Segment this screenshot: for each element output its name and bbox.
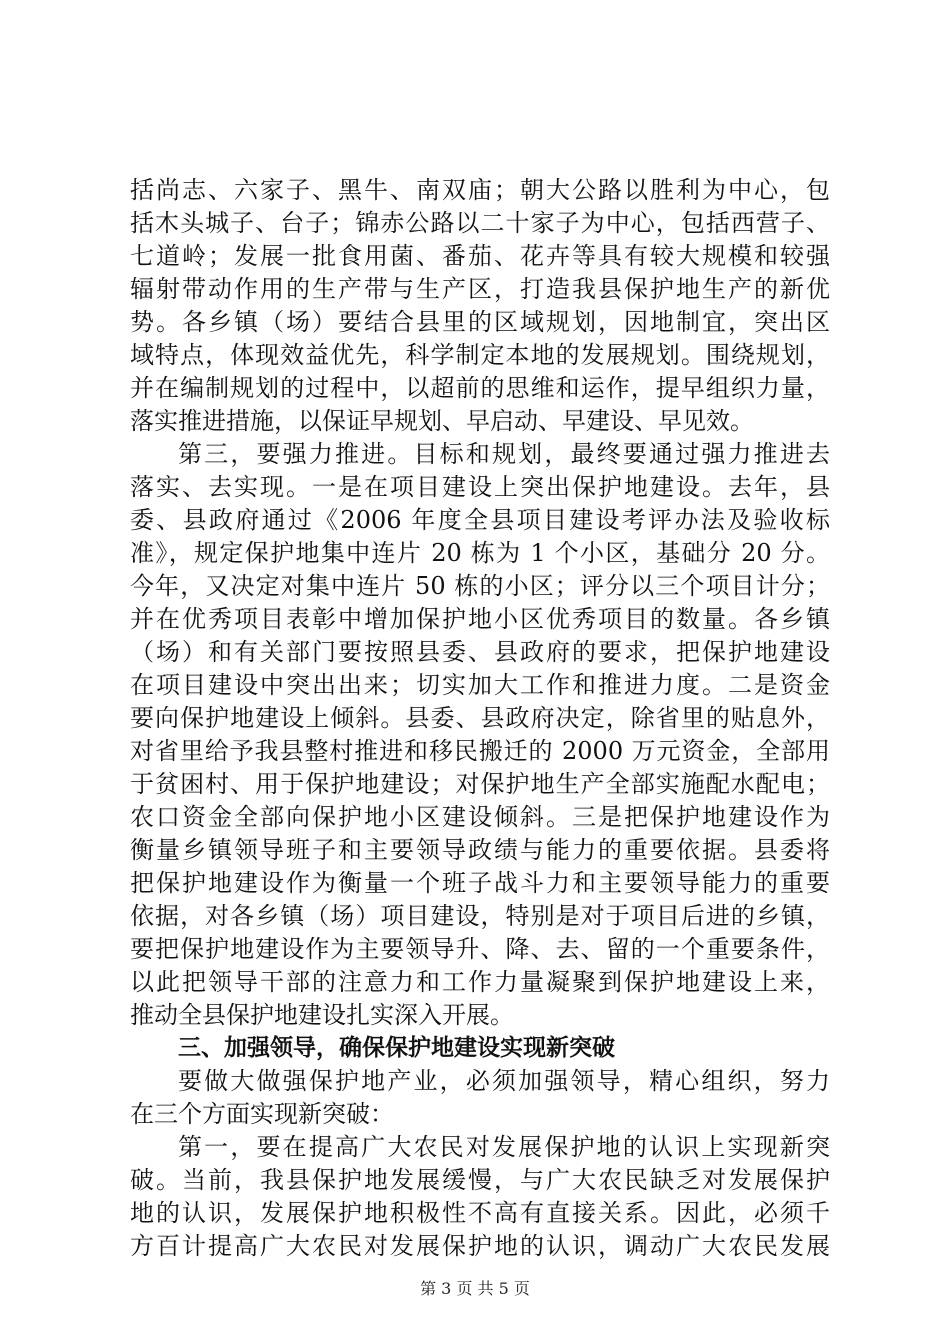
body-line: 地的认识，发展保护地积极性不高有直接关系。因此，必须千	[130, 1199, 830, 1227]
page-number-footer: 第 3 页 共 5 页	[420, 1279, 530, 1298]
body-line: 并在编制规划的过程中，以超前的思维和运作，提早组织力量，	[130, 374, 830, 402]
body-line: 农口资金全部向保护地小区建设倾斜。三是把保护地建设作为	[130, 803, 830, 831]
body-line: 准》，规定保护地集中连片 20 栋为 1 个小区，基础分 20 分。	[130, 539, 830, 567]
body-line: 括木头城子、台子；锦赤公路以二十家子为中心，包括西营子、	[130, 209, 830, 237]
body-line: 辐射带动作用的生产带与生产区，打造我县保护地生产的新优	[130, 275, 830, 303]
body-line: 在三个方面实现新突破：	[130, 1100, 394, 1128]
body-line: 于贫困村、用于保护地建设；对保护地生产全部实施配水配电；	[130, 770, 830, 798]
body-line: 要向保护地建设上倾斜。县委、县政府决定，除省里的贴息外，	[130, 704, 830, 732]
body-line: 落实推进措施，以保证早规划、早启动、早建设、早见效。	[130, 407, 754, 435]
body-line: 要把保护地建设作为主要领导升、降、去、留的一个重要条件，	[130, 935, 830, 963]
body-line: 方百计提高广大农民对发展保护地的认识，调动广大农民发展	[130, 1232, 830, 1260]
body-line: 七道岭；发展一批食用菌、番茄、花卉等具有较大规模和较强	[130, 242, 830, 270]
body-line: 在项目建设中突出出来；切实加大工作和推进力度。二是资金	[130, 671, 830, 699]
body-line: 以此把领导干部的注意力和工作力量凝聚到保护地建设上来，	[130, 968, 830, 996]
body-line: 对省里给予我县整村推进和移民搬迁的 2000 万元资金，全部用	[130, 737, 830, 765]
body-line: 势。各乡镇（场）要结合县里的区域规划，因地制宜，突出区	[130, 308, 830, 336]
body-line: 把保护地建设作为衡量一个班子战斗力和主要领导能力的重要	[130, 869, 830, 897]
body-line: 第一，要在提高广大农民对发展保护地的认识上实现新突	[178, 1133, 830, 1161]
body-line: （场）和有关部门要按照县委、县政府的要求，把保护地建设	[130, 638, 830, 666]
body-line: 破。当前，我县保护地发展缓慢，与广大农民缺乏对发展保护	[130, 1166, 830, 1194]
body-line: 落实、去实现。一是在项目建设上突出保护地建设。去年，县	[130, 473, 830, 501]
body-line: 依据，对各乡镇（场）项目建设，特别是对于项目后进的乡镇，	[130, 902, 830, 930]
body-line: 括尚志、六家子、黑牛、南双庙；朝大公路以胜利为中心，包	[130, 176, 830, 204]
body-line: 并在优秀项目表彰中增加保护地小区优秀项目的数量。各乡镇	[130, 605, 830, 633]
body-line: 域特点，体现效益优先，科学制定本地的发展规划。围绕规划，	[130, 341, 830, 369]
document-body	[130, 174, 830, 1263]
body-line: 委、县政府通过《2006 年度全县项目建设考评办法及验收标	[130, 506, 830, 534]
section-heading: 三、加强领导，确保保护地建设实现新突破	[178, 1035, 615, 1061]
body-line: 要做大做强保护地产业，必须加强领导，精心组织，努力	[178, 1067, 830, 1095]
body-line: 第三，要强力推进。目标和规划，最终要通过强力推进去	[178, 440, 830, 468]
body-line: 推动全县保护地建设扎实深入开展。	[130, 1001, 514, 1029]
body-line: 今年，又决定对集中连片 50 栋的小区；评分以三个项目计分；	[130, 572, 830, 600]
body-line: 衡量乡镇领导班子和主要领导政绩与能力的重要依据。县委将	[130, 836, 830, 864]
